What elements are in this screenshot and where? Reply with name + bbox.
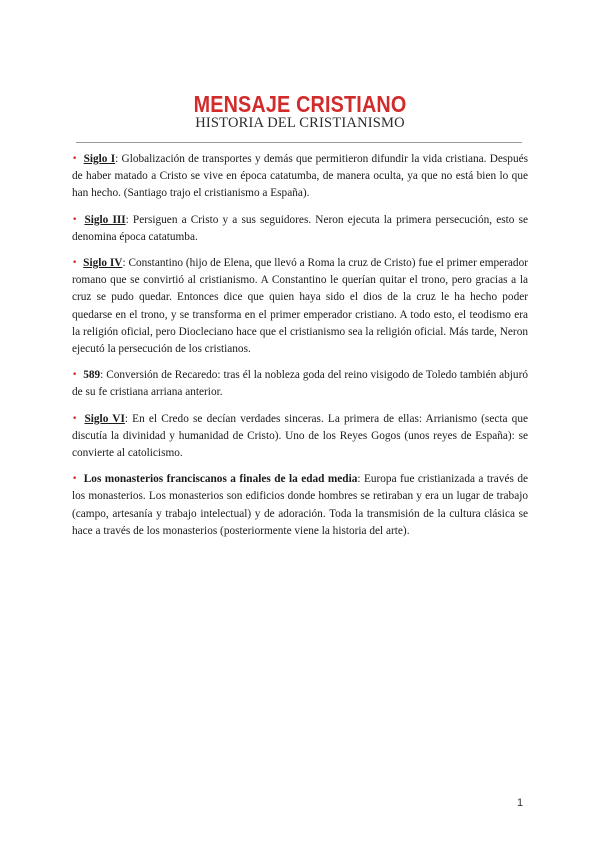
paragraph-589 bbox=[72, 367, 528, 401]
paragraph-heading: Siglo III bbox=[84, 213, 126, 226]
paragraph-text: : Globalización de transportes y demás que permitieron difundir la vida cristiana. Después de haber matado a Cristo se vive en época catatumba, de manera oculta, ya que no está bien lo que han hecho. (Santiago trajo el cristianismo a España). bbox=[72, 153, 528, 200]
paragraph-text: : Europa fue cristianizada a través de los monasterios. Los monasterios son edificios donde hombres se retiraban y era un lugar de trabajo (campo, artesanía y trabajo intelectual) y de adoración. Toda la transmisión de la cultura clásica se hace a través de los monasterios (posteriormente viene la historia del arte). bbox=[72, 473, 528, 537]
bullet-icon: • bbox=[72, 154, 78, 164]
paragraph-siglo-vi bbox=[72, 411, 528, 463]
bullet-icon: • bbox=[72, 370, 78, 381]
paragraph-text: : Constantino (hijo de Elena, que llevó a Roma la cruz de Cristo) fue el primer emperador romano que se convirtió al cristianismo. A Constantino le querían quitar el trono, pero gracias a la cruz se pudo quedar. Entonces dice que quien haya sido el dios de la cruz le ha hecho poder quedarse en el trono, y se transforma en el primer emperador cristiano. A todo esto, el teodismo era la religión oficial, pero Diocleciano hace que el cristianismo sea la religión oficial. Más tarde, Neron ejecutó la persecución de los cristianos. bbox=[72, 257, 528, 356]
bullet-icon: • bbox=[72, 474, 78, 485]
page-number: 1 bbox=[517, 797, 524, 809]
paragraph-heading: Siglo IV bbox=[83, 257, 123, 270]
paragraph-siglo-i bbox=[72, 151, 528, 203]
bullet-icon: • bbox=[72, 258, 78, 269]
paragraph-text: : Conversión de Recaredo: tras él la nobleza goda del reino visigodo de Toledo también abjuró de su fe cristiana arriana anterior. bbox=[72, 369, 528, 399]
bullet-icon: • bbox=[72, 214, 78, 225]
paragraph-heading: Siglo I bbox=[83, 153, 116, 165]
paragraph-text: : En el Credo se decían verdades sinceras. La primera de ellas: Arrianismo (secta que discutía la divinidad y humanidad de Cristo). Uno de los Reyes Gogos (unos reyes de España): se convierte al catolicismo. bbox=[72, 412, 528, 460]
paragraph-monasterios bbox=[72, 471, 528, 540]
paragraph-heading: Siglo VI bbox=[84, 412, 125, 425]
paragraph-text: : Persiguen a Cristo y a sus seguidores. Neron ejecuta la primera persecución, esto se denomina época catatumba. bbox=[72, 213, 528, 243]
document-title: MENSAJE CRISTIANO bbox=[193, 91, 407, 118]
paragraph-heading: 589 bbox=[83, 369, 101, 382]
document-subtitle: HISTORIA DEL CRISTIANISMO bbox=[195, 115, 405, 131]
paragraph-siglo-iii bbox=[72, 212, 528, 246]
title-divider bbox=[76, 142, 522, 143]
paragraph-siglo-iv bbox=[72, 255, 528, 358]
paragraph-heading: Los monasterios franciscanos a finales de la edad media bbox=[83, 473, 358, 486]
bullet-icon: • bbox=[72, 413, 78, 424]
document-body bbox=[72, 151, 528, 549]
